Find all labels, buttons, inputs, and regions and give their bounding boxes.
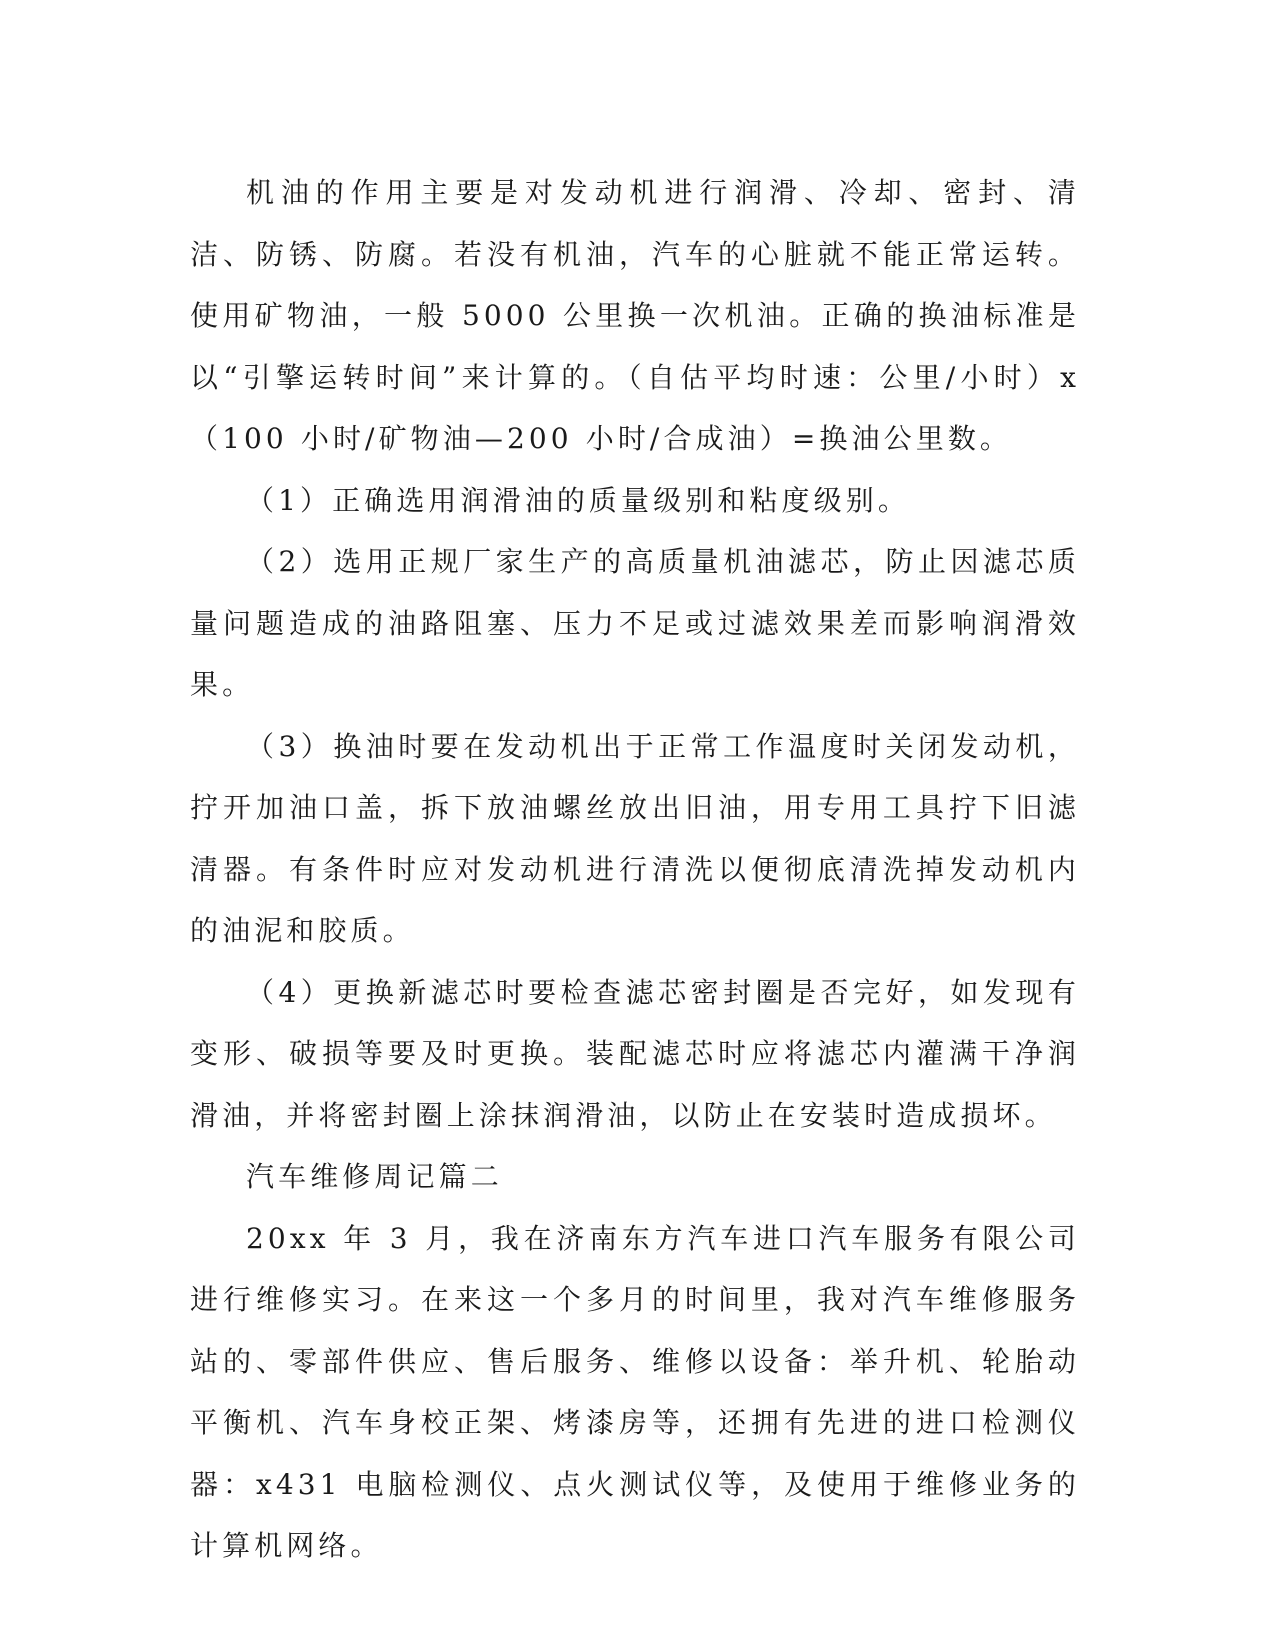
paragraph-step-3: （3）换油时要在发动机出于正常工作温度时关闭发动机，拧开加油口盖，拆下放油螺丝放出旧油，用专用工具拧下旧滤清器。有条件时应对发动机进行清洗以便彻底清洗掉发动机内的油泥和胶质。 bbox=[190, 729, 1080, 947]
section-title: 汽车维修周记篇二 bbox=[246, 1160, 503, 1193]
paragraph-step-1: （1）正确选用润滑油的质量级别和粘度级别。 bbox=[246, 483, 910, 517]
paragraph-internship: 20xx 年 3 月，我在济南东方汽车进口汽车服务有限公司进行维修实习。在来这一个多月的时间里，我对汽车维修服务站的、零部件供应、售后服务、维修以设备：举升机、轮胎动平衡机、汽车身校正架、烤漆房等，还拥有先进的进口检测仪器：x431 电脑检测仪、点火测试仪等，及使用于维修业务的计算机网络。 bbox=[190, 1221, 1080, 1562]
paragraph-step-4: （4）更换新滤芯时要检查滤芯密封圈是否完好，如发现有变形、破损等要及时更换。装配滤芯时应将滤芯内灌满干净润滑油，并将密封圈上涂抹润滑油，以防止在安装时造成损坏。 bbox=[190, 975, 1080, 1132]
paragraph-step-2: （2）选用正规厂家生产的高质量机油滤芯，防止因滤芯质量问题造成的油路阻塞、压力不足或过滤效果差而影响润滑效果。 bbox=[190, 545, 1080, 701]
document-body bbox=[190, 162, 1080, 1577]
paragraph-engine-oil-function: 机油的作用主要是对发动机进行润滑、冷却、密封、清洁、防锈、防腐。若没有机油，汽车的心脏就不能正常运转。使用矿物油，一般 5000 公里换一次机油。正确的换油标准是以“引擎运转时间”来计算的。（自估平均时速：公里/小时）x（100 小时/矿物油—200 小时/合成油）=换油公里数。 bbox=[190, 176, 1080, 455]
